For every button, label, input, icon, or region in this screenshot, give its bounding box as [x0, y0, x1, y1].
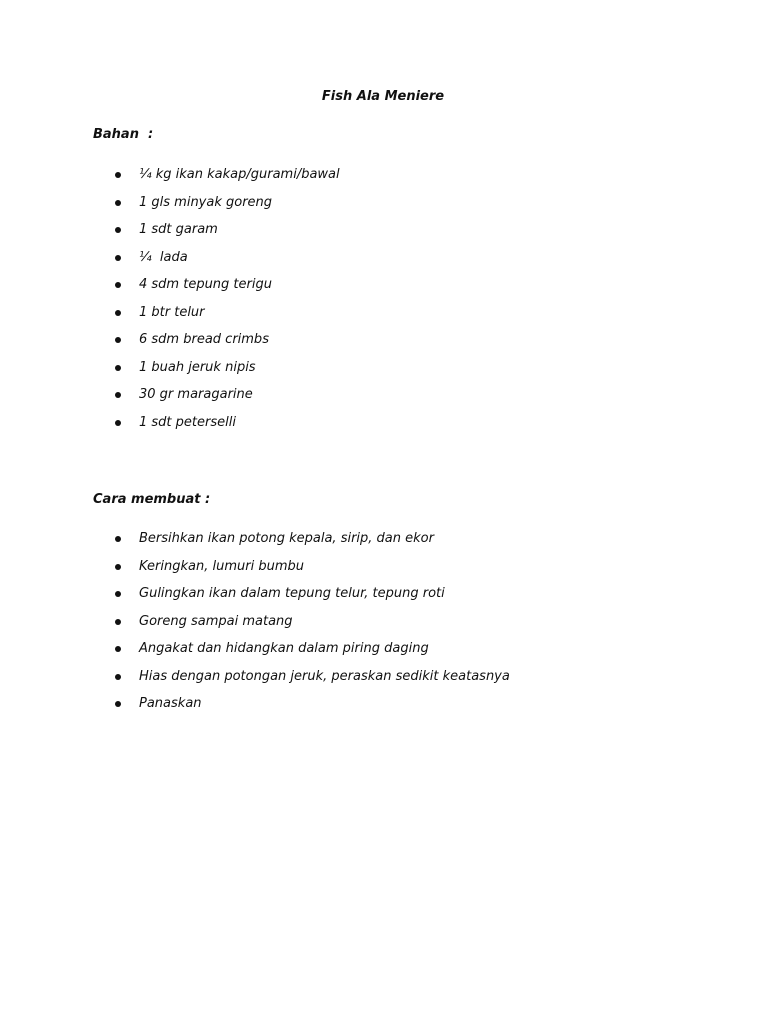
list-item: [0, 276, 600, 304]
list-item: [0, 640, 600, 668]
method-step-text: Panaskan: [139, 696, 202, 711]
list-item: [0, 558, 600, 586]
list-item: [0, 414, 600, 442]
ingredient-text: 1 sdt garam: [139, 222, 218, 237]
bullet-icon: [115, 282, 121, 288]
method-step-text: Gulingkan ikan dalam tepung telur, tepung roti: [139, 586, 445, 601]
method-heading: Cara membuat :: [93, 492, 211, 507]
bullet-icon: [115, 701, 121, 707]
list-item: [0, 585, 600, 613]
bullet-icon: [115, 365, 121, 371]
bullet-icon: [115, 420, 121, 426]
bullet-icon: [115, 200, 121, 206]
method-step-text: Bersihkan ikan potong kepala, sirip, dan ekor: [139, 531, 434, 546]
ingredient-text: 1 buah jeruk nipis: [139, 359, 256, 375]
list-item: [0, 249, 600, 277]
list-item: [0, 166, 600, 194]
method-step-text: Hias dengan potongan jeruk, peraskan sedikit keatasnya: [139, 668, 510, 684]
method-step-text: Keringkan, lumuri bumbu: [139, 558, 304, 574]
bullet-icon: [115, 646, 121, 652]
method-step-text: Angakat dan hidangkan dalam piring daging: [139, 641, 429, 656]
bullet-icon: [115, 227, 121, 233]
ingredient-text: 1 sdt peterselli: [139, 414, 236, 430]
bullet-icon: [115, 310, 121, 316]
ingredients-heading: Bahan :: [93, 127, 154, 142]
list-item: [0, 613, 600, 641]
list-item: [0, 695, 600, 723]
bullet-icon: [115, 392, 121, 398]
bullet-icon: [115, 591, 121, 597]
ingredient-text: 1 gls minyak goreng: [139, 194, 273, 210]
bullet-icon: [115, 172, 121, 178]
list-item: [0, 359, 600, 387]
bullet-icon: [115, 255, 121, 261]
method-list: [0, 530, 600, 723]
list-item: [0, 386, 600, 414]
method-step-text: Goreng sampai matang: [139, 613, 293, 629]
recipe-title: Fish Ala Meniere: [321, 89, 445, 104]
ingredient-text: 30 gr maragarine: [139, 387, 253, 402]
ingredient-text: ¼ kg ikan kakap/gurami/bawal: [139, 167, 340, 182]
bullet-icon: [115, 619, 121, 625]
bullet-icon: [115, 674, 121, 680]
bullet-icon: [115, 536, 121, 542]
bullet-icon: [115, 337, 121, 343]
bullet-icon: [115, 564, 121, 570]
ingredients-list: [0, 166, 600, 441]
ingredient-text: ¼ lada: [139, 249, 188, 265]
ingredient-text: 4 sdm tepung terigu: [139, 277, 272, 292]
list-item: [0, 530, 600, 558]
list-item: [0, 221, 600, 249]
list-item: [0, 304, 600, 332]
ingredient-text: 1 btr telur: [139, 304, 205, 320]
list-item: [0, 668, 600, 696]
list-item: [0, 331, 600, 359]
ingredient-text: 6 sdm bread crimbs: [139, 332, 269, 347]
list-item: [0, 194, 600, 222]
